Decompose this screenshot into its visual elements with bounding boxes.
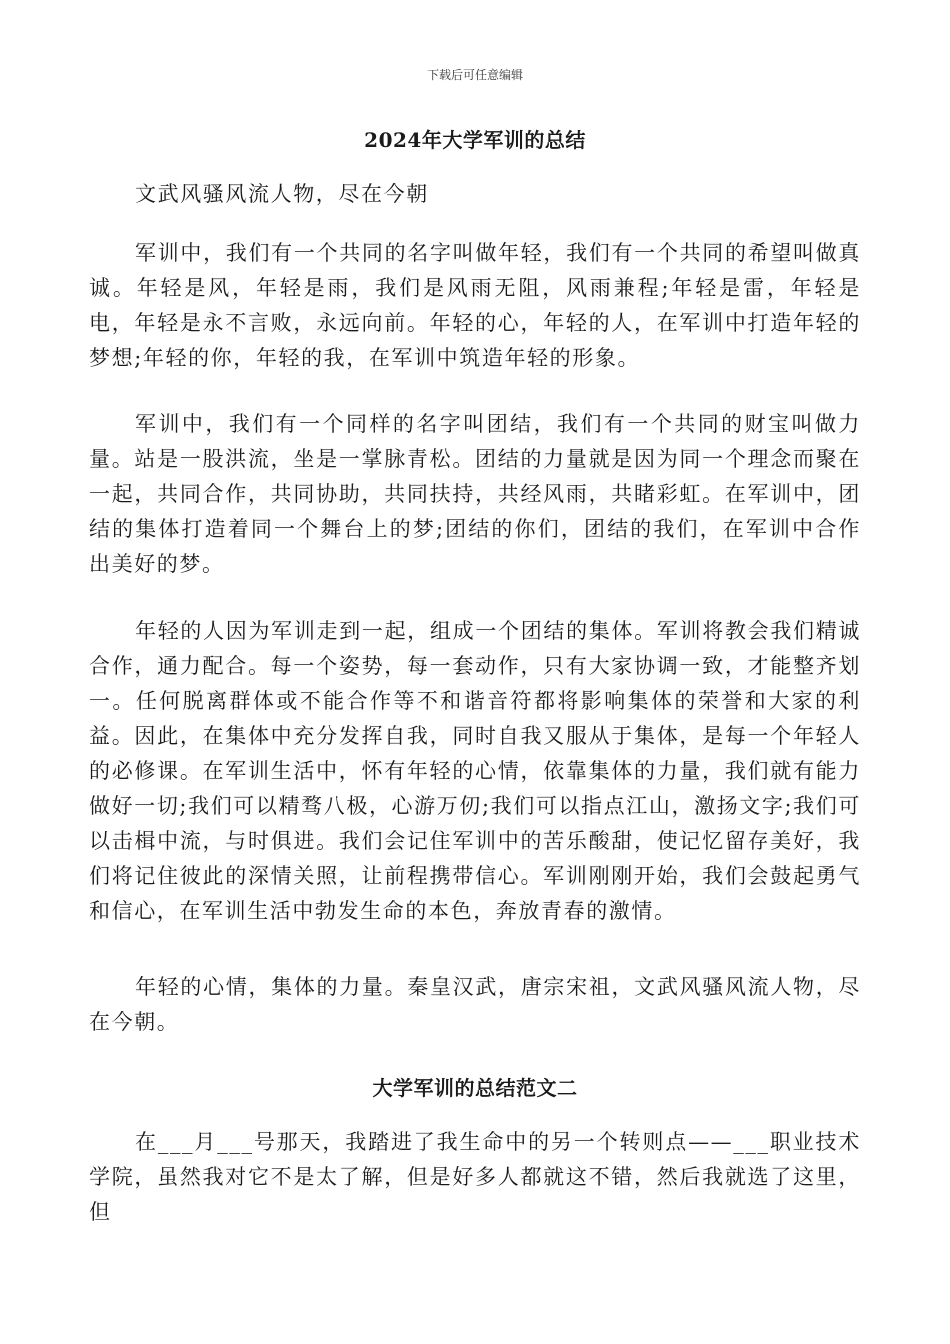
- section-title: 2024年大学军训的总结: [364, 128, 586, 152]
- paragraph: 年轻的心情，集体的力量。秦皇汉武，唐宗宋祖，文武风骚风流人物，尽在今朝。: [89, 975, 861, 1034]
- paragraph: 文武风骚风流人物，尽在今朝: [135, 182, 429, 206]
- section-title: 大学军训的总结范文二: [372, 1076, 578, 1100]
- paragraph: 在___月___号那天，我踏进了我生命中的另一个转则点——___职业技术学院，虽然我对它不是太了解，但是好多人都就这不错，然后我就选了这里，但: [89, 1130, 861, 1224]
- paragraph: 军训中，我们有一个同样的名字叫团结，我们有一个共同的财宝叫做力量。站是一股洪流，坐是一掌脉青松。团结的力量就是因为同一个理念而聚在一起，共同合作，共同协助，共同扶持，共经风雨，共睹彩虹。在军训中，团结的集体打造着同一个舞台上的梦;团结的你们，团结的我们，在军训中合作出美好的梦。: [89, 412, 861, 576]
- paragraph: 军训中，我们有一个共同的名字叫做年轻，我们有一个共同的希望叫做真诚。年轻是风，年轻是雨，我们是风雨无阻，风雨兼程;年轻是雷，年轻是电，年轻是永不言败，永远向前。年轻的心，年轻的人，在军训中打造年轻的梦想;年轻的你，年轻的我，在军训中筑造年轻的形象。: [89, 241, 861, 370]
- paragraph: 年轻的人因为军训走到一起，组成一个团结的集体。军训将教会我们精诚合作，通力配合。每一个姿势，每一套动作，只有大家协调一致，才能整齐划一。任何脱离群体或不能合作等不和谐音符都将影响集体的荣誉和大家的利益。因此，在集体中充分发挥自我，同时自我又服从于集体，是每一个年轻人的必修课。在军训生活中，怀有年轻的心情，依靠集体的力量，我们就有能力做好一切;我们可以精骛八极，心游万仞;我们可以指点江山，激扬文字;我们可以击楫中流，与时俱进。我们会记住军训中的苦乐酸甜，使记忆留存美好，我们将记住彼此的深情关照，让前程携带信心。军训刚刚开始，我们会鼓起勇气和信心，在军训生活中勃发生命的本色，奔放青春的激情。: [89, 619, 861, 923]
- header-note: 下载后可任意编辑: [426, 68, 523, 82]
